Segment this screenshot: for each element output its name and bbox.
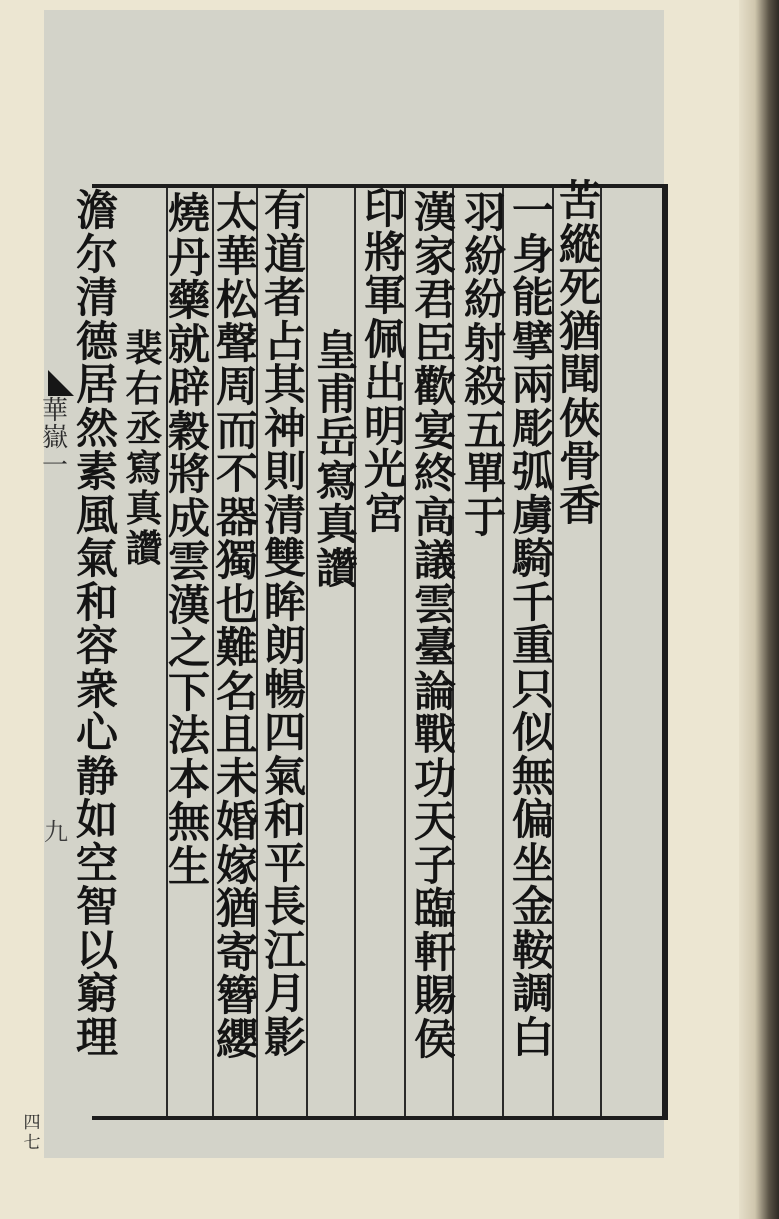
column-character: 功 xyxy=(413,753,456,803)
text-column xyxy=(262,186,308,1062)
column-character: 出 xyxy=(363,358,406,407)
column-character: 紛 xyxy=(463,275,506,324)
margin-title-char: 嶽 xyxy=(42,423,69,454)
margin-title xyxy=(42,396,69,481)
margin-leaf-number: 九 xyxy=(44,818,68,846)
column-character: 德 xyxy=(75,316,118,366)
column-character: 素 xyxy=(75,447,118,496)
column-character: 月 xyxy=(263,969,306,1018)
column-character: 江 xyxy=(263,925,306,975)
margin-title-char: 一 xyxy=(42,450,69,481)
column-character: 臨 xyxy=(413,884,456,933)
column-character: 臺 xyxy=(413,623,456,672)
column-character: 無 xyxy=(167,798,210,847)
column-character: 容 xyxy=(75,621,118,670)
column-character: 射 xyxy=(463,318,506,368)
column-character: 就 xyxy=(167,319,210,369)
column-character: 風 xyxy=(75,490,118,540)
column-character: 讚 xyxy=(315,543,358,593)
column-character: 成 xyxy=(167,493,210,543)
column-character: 紛 xyxy=(463,231,506,281)
column-character: 單 xyxy=(463,449,506,498)
column-character: 清 xyxy=(75,273,118,322)
column-character: 無 xyxy=(511,751,554,801)
text-column xyxy=(558,176,602,530)
column-character: 下 xyxy=(167,667,210,717)
column-character: 重 xyxy=(511,621,554,670)
text-column xyxy=(412,188,458,1064)
column-character: 生 xyxy=(167,841,210,891)
book-spine-shadow xyxy=(739,0,779,1219)
column-character: 静 xyxy=(75,751,118,801)
column-character: 嫁 xyxy=(215,840,258,890)
column-character: 佩 xyxy=(363,314,406,364)
text-column xyxy=(166,189,212,891)
column-character: 聞 xyxy=(558,350,601,399)
column-character: 讚 xyxy=(125,526,163,570)
column-character: 香 xyxy=(558,480,601,530)
column-character: 四 xyxy=(263,708,306,757)
column-character: 眸 xyxy=(263,577,306,627)
column-character: 論 xyxy=(413,666,456,716)
column-character: 本 xyxy=(167,754,210,804)
column-character: 寫 xyxy=(315,456,358,506)
column-character: 于 xyxy=(463,492,506,542)
column-character: 有 xyxy=(263,186,306,235)
column-character: 華 xyxy=(215,231,258,281)
column-character: 占 xyxy=(263,316,306,366)
column-character: 如 xyxy=(75,795,118,844)
column-character: 彫 xyxy=(511,403,554,453)
column-character: 侯 xyxy=(413,1014,456,1064)
column-character: 名 xyxy=(215,666,258,716)
column-character: 軍 xyxy=(363,271,406,320)
column-character: 清 xyxy=(263,490,306,540)
column-character: 朗 xyxy=(263,621,306,670)
column-character: 空 xyxy=(75,838,118,888)
column-character: 軒 xyxy=(413,927,456,977)
column-character: 虜 xyxy=(511,490,554,540)
text-column xyxy=(362,184,408,538)
column-character: 平 xyxy=(263,838,306,888)
column-character: 金 xyxy=(511,882,554,931)
margin-title-char: 華 xyxy=(42,396,69,426)
column-character: 太 xyxy=(215,188,258,237)
column-character: 死 xyxy=(558,263,601,312)
column-character: 澹 xyxy=(75,186,118,235)
column-character: 皇 xyxy=(315,326,358,375)
column-character: 穀 xyxy=(167,406,210,456)
column-character: 偏 xyxy=(511,795,554,844)
column-character: 氣 xyxy=(263,751,306,801)
column-character: 調 xyxy=(511,969,554,1018)
text-column xyxy=(74,186,120,1062)
column-character: 能 xyxy=(511,273,554,322)
column-character: 之 xyxy=(167,624,210,673)
column-character: 戰 xyxy=(413,710,456,759)
column-character: 松 xyxy=(215,275,258,324)
column-character: 和 xyxy=(75,577,118,627)
folio-char: 四 xyxy=(23,1113,41,1133)
column-character: 天 xyxy=(413,797,456,846)
column-character: 神 xyxy=(263,403,306,453)
column-character: 燒 xyxy=(167,189,210,238)
column-character: 且 xyxy=(215,710,258,759)
column-character: 一 xyxy=(511,186,554,235)
column-character: 漢 xyxy=(167,580,210,630)
column-character: 猶 xyxy=(215,884,258,933)
column-character: 難 xyxy=(215,623,258,672)
column-character: 猶 xyxy=(558,306,601,356)
column-character: 將 xyxy=(167,450,210,499)
column-character: 也 xyxy=(215,579,258,629)
column-character: 五 xyxy=(463,405,506,455)
column-character: 弧 xyxy=(511,447,554,496)
column-character: 寫 xyxy=(125,446,163,490)
column-character: 家 xyxy=(413,231,456,281)
column-character: 騎 xyxy=(511,534,554,583)
column-character: 真 xyxy=(125,486,163,530)
column-character: 尔 xyxy=(75,229,118,279)
column-character: 議 xyxy=(413,536,456,585)
column-character: 簪 xyxy=(215,971,258,1020)
column-character: 則 xyxy=(263,447,306,496)
column-character: 白 xyxy=(511,1012,554,1062)
column-character: 甫 xyxy=(315,369,358,419)
column-character: 聲 xyxy=(215,318,258,368)
column-character: 明 xyxy=(363,401,406,451)
column-character: 羽 xyxy=(463,188,506,237)
column-character: 似 xyxy=(511,708,554,757)
column-character: 未 xyxy=(215,753,258,803)
column-character: 鞍 xyxy=(511,925,554,975)
column-character: 宴 xyxy=(413,405,456,455)
column-character: 道 xyxy=(263,229,306,279)
column-character: 印 xyxy=(363,184,406,233)
column-character: 以 xyxy=(75,925,118,975)
column-character: 而 xyxy=(215,405,258,455)
column-character: 辟 xyxy=(167,363,210,412)
column-character: 右 xyxy=(125,366,163,410)
column-character: 智 xyxy=(75,882,118,931)
column-character: 丹 xyxy=(167,232,210,282)
column-character: 然 xyxy=(75,403,118,453)
column-character: 坐 xyxy=(511,838,554,888)
column-character: 岳 xyxy=(315,413,358,462)
column-character: 殺 xyxy=(463,362,506,411)
column-character: 不 xyxy=(215,449,258,498)
folio-char: 七 xyxy=(23,1132,41,1153)
column-character: 千 xyxy=(511,577,554,627)
page-folio xyxy=(20,1114,44,1153)
column-character: 衆 xyxy=(75,664,118,714)
column-character: 周 xyxy=(215,362,258,411)
column-character: 臣 xyxy=(413,318,456,368)
column-character: 君 xyxy=(413,275,456,324)
column-character: 居 xyxy=(75,360,118,409)
column-character: 法 xyxy=(167,711,210,760)
text-column xyxy=(314,326,360,593)
column-character: 光 xyxy=(363,445,406,494)
column-character: 者 xyxy=(263,273,306,322)
column-character: 擘 xyxy=(511,316,554,366)
column-character: 影 xyxy=(263,1012,306,1062)
column-character: 藥 xyxy=(167,276,210,325)
column-character: 氣 xyxy=(75,534,118,583)
column-character: 雙 xyxy=(263,534,306,583)
column-character: 終 xyxy=(413,449,456,498)
column-character: 將 xyxy=(363,227,406,277)
column-character: 只 xyxy=(511,664,554,714)
column-character: 長 xyxy=(263,882,306,931)
column-character: 高 xyxy=(413,492,456,542)
column-character: 纓 xyxy=(215,1014,258,1064)
column-character: 婚 xyxy=(215,797,258,846)
column-character: 漢 xyxy=(413,188,456,237)
column-character: 和 xyxy=(263,795,306,844)
column-character: 器 xyxy=(215,492,258,542)
column-character: 心 xyxy=(75,708,118,757)
text-column xyxy=(214,188,260,1064)
column-character: 俠 xyxy=(558,393,601,443)
column-character: 縱 xyxy=(558,219,601,269)
column-character: 寄 xyxy=(215,927,258,977)
column-character: 子 xyxy=(413,840,456,890)
column-character: 苦 xyxy=(558,176,601,225)
column-character: 宮 xyxy=(363,488,406,538)
text-column xyxy=(510,186,556,1062)
column-character: 兩 xyxy=(511,360,554,409)
column-character: 雲 xyxy=(413,579,456,629)
column-character: 獨 xyxy=(215,536,258,585)
column-character: 骨 xyxy=(558,437,601,486)
column-character: 歡 xyxy=(413,362,456,411)
column-character: 雲 xyxy=(167,537,210,586)
text-column xyxy=(462,188,508,542)
column-character: 其 xyxy=(263,360,306,409)
text-column xyxy=(124,326,164,570)
column-character: 身 xyxy=(511,229,554,279)
column-character: 窮 xyxy=(75,969,118,1018)
column-character: 暢 xyxy=(263,664,306,714)
column-character: 真 xyxy=(315,500,358,549)
column-character: 丞 xyxy=(125,406,163,450)
column-character: 理 xyxy=(75,1012,118,1062)
column-character: 裴 xyxy=(125,326,163,370)
column-character: 賜 xyxy=(413,971,456,1020)
